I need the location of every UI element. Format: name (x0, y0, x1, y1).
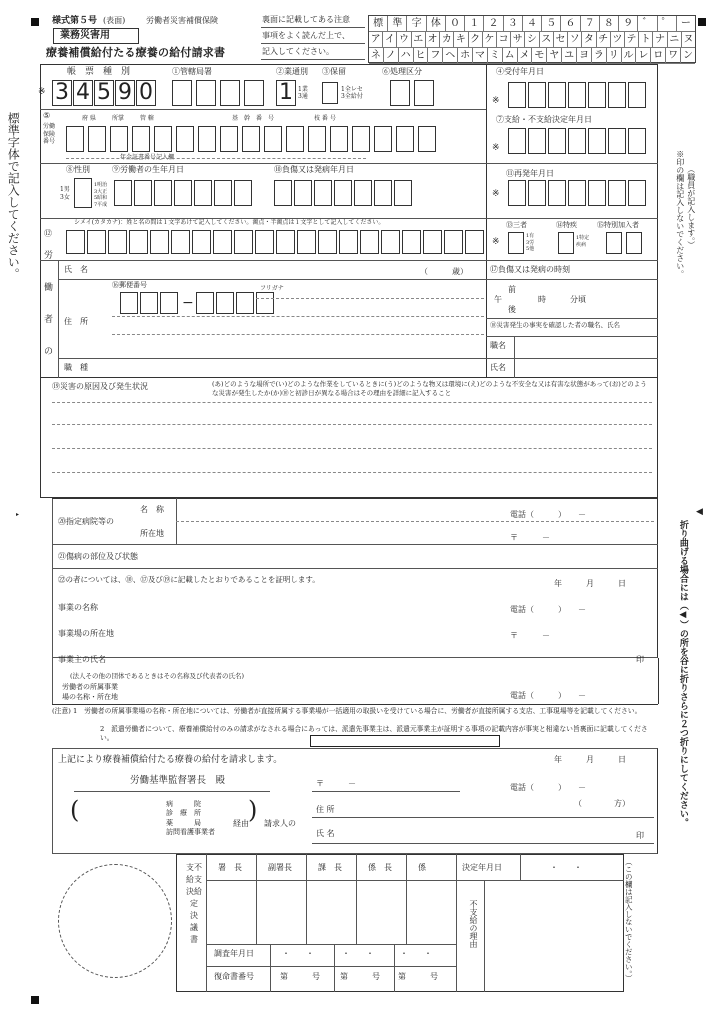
standard-char: ４ (523, 16, 542, 32)
label-injury-time: ⑰負傷又は発病の時刻 (490, 265, 570, 274)
left-side-note: 標準字体で記入してください。 (6, 112, 21, 280)
decision-date-dots[interactable]: ・ ・ (550, 863, 582, 872)
standard-char: ミ (488, 48, 503, 64)
standard-char: ス (540, 32, 554, 48)
standard-char: シ (525, 32, 539, 48)
kana-name-box[interactable] (108, 230, 127, 254)
process-box[interactable] (414, 80, 434, 106)
pm-label: 後 (508, 305, 516, 314)
type-options: 1業 3通 (298, 86, 308, 101)
jurisdiction-box[interactable] (220, 80, 240, 106)
label-hold: ③保留 (322, 67, 346, 76)
standard-char: サ (511, 32, 525, 48)
report-no-2[interactable]: 第 号 (340, 972, 380, 981)
standard-char: マ (473, 48, 488, 64)
standard-char: ７ (581, 16, 600, 32)
postal-box[interactable] (160, 292, 178, 314)
decision-date-box[interactable] (548, 128, 566, 154)
ledger-digit: 0 (139, 80, 153, 105)
insurance-number-box[interactable] (330, 126, 348, 152)
requester-address-label: 住 所 (316, 805, 335, 814)
report-no-1[interactable]: 第 号 (280, 972, 320, 981)
right-side-note: （職員が記入します。） (686, 165, 696, 249)
label-hospital-address: 所在地 (140, 529, 164, 538)
label-report-no: 復命書番号 (214, 972, 254, 981)
kana-name-box[interactable] (171, 230, 190, 254)
insurance-number-box[interactable] (352, 126, 370, 152)
decision-date-box[interactable] (588, 128, 606, 154)
received-date-box[interactable] (588, 82, 606, 108)
standard-char: ユ (562, 48, 577, 64)
standard-char: ヒ (414, 48, 429, 64)
label-owner-name: 事業主の氏名 (58, 655, 106, 664)
standard-char: リ (607, 48, 622, 64)
standard-char: ２ (484, 16, 503, 32)
label-sex: ⑧性別 (66, 165, 90, 174)
insurance-name: 労働者災害補償保険 (146, 16, 218, 25)
corporate-note: (法人その他の団体であるときはその名称及び代表者の氏名) (70, 672, 245, 680)
standard-char: セ (554, 32, 568, 48)
postal-box[interactable] (216, 292, 234, 314)
standard-char: 体 (427, 16, 446, 32)
requester-paren: （ 方） (574, 799, 630, 808)
label-decision-date2: 決定年月日 (462, 863, 502, 872)
standard-char: 準 (388, 16, 407, 32)
insurance-number-box[interactable] (264, 126, 282, 152)
injury-date-box[interactable] (314, 180, 332, 206)
standard-char: ニ (668, 32, 682, 48)
standard-char: ム (503, 48, 518, 64)
label-process: ⑥処理区分 (382, 67, 422, 76)
birthdate-box[interactable] (154, 180, 172, 206)
process-box[interactable] (390, 80, 410, 106)
staff-title: 係 長 (368, 863, 392, 872)
recurrence-date-box[interactable] (528, 180, 546, 206)
insurance-number-box[interactable] (308, 126, 326, 152)
birthdate-box[interactable] (214, 180, 232, 206)
standard-char: ホ (458, 48, 473, 64)
kana-name-box[interactable] (444, 230, 463, 254)
hold-options: 1全レセ 3全給付 (341, 86, 363, 101)
standard-char: ヘ (443, 48, 458, 64)
ledger-digit: 9 (118, 80, 132, 105)
ledger-type-label: 帳 票 種 別 (67, 67, 131, 77)
staff-title: 署 長 (218, 863, 242, 872)
label-job: 職 種 (64, 363, 88, 372)
decision-date-box[interactable] (628, 128, 646, 154)
standard-char: ー (677, 16, 695, 32)
requester-name-label: 氏 名 (316, 829, 335, 838)
label-belong2: 場の名称・所在地 (62, 693, 118, 701)
standard-char: ゜ (658, 16, 677, 32)
witness-job[interactable]: 職名 (490, 341, 506, 350)
standard-char: ク (469, 32, 483, 48)
standard-char: モ (532, 48, 547, 64)
label-decision-date: ⑦支給・不支給決定年月日 (496, 115, 592, 124)
owner-seal: 印 (636, 655, 644, 664)
hold-box[interactable] (322, 82, 338, 104)
ledger-digit: 5 (97, 80, 111, 105)
via-label: 経由 (233, 819, 249, 828)
standard-char: ル (622, 48, 637, 64)
registration-mark (31, 18, 39, 26)
injury-date-box[interactable] (354, 180, 372, 206)
postal-box[interactable] (140, 292, 158, 314)
standard-char: ヨ (577, 48, 592, 64)
witness-name[interactable]: 氏名 (490, 363, 506, 372)
report-no-3[interactable]: 第 号 (398, 972, 438, 981)
label-belong1: 労働者の所属事業 (62, 683, 118, 691)
label-special-disease: ⑭特疾 (556, 221, 577, 229)
postal-box[interactable] (256, 292, 274, 314)
standard-char: フ (428, 48, 443, 64)
standard-char: ソ (568, 32, 582, 48)
label-special-member: ⑮特別加入者 (597, 221, 639, 229)
non-payment-reason: 不支給の理由 (469, 900, 478, 948)
insurance-number-box[interactable] (132, 126, 150, 152)
insurance-number-box[interactable] (88, 126, 106, 152)
jurisdiction-box[interactable] (244, 80, 264, 106)
insurance-number-box[interactable] (396, 126, 414, 152)
received-date-box[interactable] (528, 82, 546, 108)
request-statement: 上記により療養補償給付たる療養の給付を請求します。 (58, 755, 283, 765)
label-third-party: ⑬三者 (506, 221, 527, 229)
label-name: 氏 名 (64, 265, 88, 274)
standard-char: ン (681, 48, 695, 64)
kana-name-box[interactable] (360, 230, 379, 254)
recurrence-date-box[interactable] (508, 180, 526, 206)
staff-title: 課 長 (318, 863, 342, 872)
insurance-number-label: 労働 保険 番号 (43, 123, 56, 145)
standard-char: ナ (653, 32, 667, 48)
requester-label: 請求人の (264, 819, 296, 828)
label-birthdate: ⑨労働者の生年月日 (112, 165, 184, 174)
form-title: 療養補償給付たる療養の給付請求書 (46, 46, 226, 59)
standard-char: ノ (384, 48, 399, 64)
kana-name-box[interactable] (192, 230, 211, 254)
furigana-label: フリガナ (260, 285, 284, 292)
standard-char: 字 (407, 16, 426, 32)
decision-side-label: 支不 給支 決給 定 決 議 書 (186, 863, 202, 944)
postal-box[interactable] (236, 292, 254, 314)
standard-char: エ (412, 32, 426, 48)
label-business-name: 事業の名称 (58, 603, 98, 612)
sex-options: 1男 3女 (60, 186, 70, 201)
standard-char: キ (454, 32, 468, 48)
registration-mark (31, 996, 39, 1004)
ledger-digit: 4 (76, 80, 90, 105)
label-address: 住 所 (64, 317, 88, 326)
label-designated-hospital: ⑳指定病院等の (58, 517, 114, 526)
standard-char: ア (369, 32, 383, 48)
recurrence-date-box[interactable] (568, 180, 586, 206)
kana-name-box[interactable] (297, 230, 316, 254)
requester-postal[interactable]: 〒 － (316, 779, 356, 788)
birthdate-box[interactable] (234, 180, 252, 206)
decision-date-box[interactable] (568, 128, 586, 154)
label-type: ②業通別 (276, 67, 308, 76)
standard-char: ラ (592, 48, 607, 64)
highlight-box (310, 735, 500, 747)
requester-seal: 印 (636, 831, 644, 840)
recurrence-date-box[interactable] (588, 180, 606, 206)
label-cause: ⑲災害の原因及び発生状況 (52, 382, 148, 391)
standard-char: ５ (542, 16, 561, 32)
certification-text: ㉒の者については、⑩、⑰及び⑲に記載したとおりであることを証明します。 (58, 575, 320, 584)
special-member-box[interactable] (626, 232, 642, 254)
kana-name-box[interactable] (255, 230, 274, 254)
insurance-number-box[interactable] (154, 126, 172, 152)
standard-char: ヤ (547, 48, 562, 64)
insurance-number-box[interactable] (110, 126, 128, 152)
certification-date[interactable]: 年 月 日 (554, 579, 626, 588)
caution-2: 2 派遣労働者について、療養補償給付のみの請求がなされる場合にあっては、派遣先事業主は、派遣元事業主が証明する事項の記載内容が事実と相違ない旨裏面に記載してください。 (100, 725, 648, 743)
insurance-number-box[interactable] (374, 126, 392, 152)
sex-box[interactable] (74, 178, 92, 208)
business-phone[interactable]: 電話（ ） － (510, 605, 586, 614)
recurrence-date-box[interactable] (608, 180, 626, 206)
kana-name-box[interactable] (234, 230, 253, 254)
birthdate-box[interactable] (174, 180, 192, 206)
injury-date-box[interactable] (334, 180, 352, 206)
hospital-type-list: 病 院 診 療 所 薬 局 訪問看護事業者 (166, 800, 215, 837)
note-line: 記入してください。 (262, 47, 334, 56)
fold-mark-left: ▸ (16, 511, 20, 518)
kana-name-box[interactable] (381, 230, 400, 254)
birthdate-box[interactable] (134, 180, 152, 206)
kana-name-box[interactable] (213, 230, 232, 254)
label-injury-part: ㉑傷病の部位及び状態 (58, 552, 138, 561)
standard-char: イ (383, 32, 397, 48)
kana-name-box[interactable] (87, 230, 106, 254)
kana-name-box[interactable] (129, 230, 148, 254)
injury-date-box[interactable] (274, 180, 292, 206)
request-date[interactable]: 年 月 日 (554, 755, 626, 764)
standard-char: １ (465, 16, 484, 32)
note-line: 裏面に記載してある注意 (262, 15, 350, 24)
business-postal[interactable]: 〒 － (510, 631, 550, 640)
bottom-note: （この欄は記入しないでください。） (624, 858, 634, 982)
standard-char: ８ (600, 16, 619, 32)
standard-char: ９ (619, 16, 638, 32)
form-number: 様式第５号 (52, 16, 98, 26)
cause-instructions: (あ)どのような場所で(い)どのような作業をしているときに(う)どのような物又は環境に(え)どのような不安全な又は有害な状態があって(お)どのような災害が発生したか(か)⑩と初診日が異なる場合はその理由を詳細に記入すること (212, 380, 647, 398)
staff-title: 副署長 (268, 863, 292, 872)
label-hospital-name: 名 称 (140, 505, 164, 514)
standard-char: ワ (666, 48, 681, 64)
receipt-stamp-circle (58, 864, 172, 978)
decision-date-box[interactable] (528, 128, 546, 154)
age-field[interactable]: （ 歳） (420, 267, 468, 276)
standard-char: ６ (561, 16, 580, 32)
received-date-box[interactable] (568, 82, 586, 108)
label-survey-date: 調査年月日 (214, 949, 254, 958)
birthdate-box[interactable] (194, 180, 212, 206)
kana-name-box[interactable] (276, 230, 295, 254)
standard-char: ０ (446, 16, 465, 32)
injury-date-box[interactable] (374, 180, 392, 206)
special-disease-box[interactable] (558, 232, 574, 254)
caution-1: (注意) 1 労働者の所属事業場の名称・所在地については、労働者が直接所属する事業場が一括適用の取扱いを受けている場合に、労働者が直接所属する支店、工事現場等を記載してください。 (52, 707, 642, 715)
jurisdiction-box[interactable] (196, 80, 216, 106)
insurance-number-box[interactable] (242, 126, 260, 152)
insurance-number-box[interactable] (418, 126, 436, 152)
kana-note: シメイ(カタカナ)：姓と名の間は１文字あけて記入してください。濁点・半濁点は１文字として記入してください。 (74, 219, 385, 226)
hospital-postal[interactable]: 〒 － (510, 533, 550, 542)
standard-char: 標 (369, 16, 388, 32)
kana-name-box[interactable] (465, 230, 484, 254)
business-accident-stamp: 業務災害用 (60, 30, 110, 41)
insurance-number-box[interactable] (66, 126, 84, 152)
standard-char: ヌ (682, 32, 695, 48)
standard-char: ハ (399, 48, 414, 64)
registration-mark (698, 18, 706, 26)
insurance-number-box[interactable] (198, 126, 216, 152)
recurrence-date-box[interactable] (628, 180, 646, 206)
injury-date-box[interactable] (394, 180, 412, 206)
time-field[interactable]: 時 分頃 (538, 295, 586, 304)
standard-char: ツ (611, 32, 625, 48)
received-date-box[interactable] (548, 82, 566, 108)
received-date-box[interactable] (628, 82, 646, 108)
standard-char: ロ (651, 48, 666, 64)
standard-char: ウ (397, 32, 411, 48)
kana-name-box[interactable] (150, 230, 169, 254)
standard-char: ゛ (638, 16, 657, 32)
requester-phone[interactable]: 電話（ ） － (510, 783, 586, 792)
jurisdiction-box[interactable] (172, 80, 192, 106)
standard-char: ネ (369, 48, 384, 64)
injury-date-box[interactable] (294, 180, 312, 206)
label-recurrence-date: ⑪再発年月日 (506, 169, 554, 178)
insurance-number-box[interactable] (286, 126, 304, 152)
label-witness: ⑱災害発生の事実を確認した者の職名、氏名 (490, 321, 620, 329)
postal-box[interactable] (120, 292, 138, 314)
standard-char: カ (440, 32, 454, 48)
insurance-number-box[interactable] (220, 126, 238, 152)
received-date-box[interactable] (608, 82, 626, 108)
kana-name-box[interactable] (66, 230, 85, 254)
standard-char: メ (518, 48, 533, 64)
label-business-address: 事業場の所在地 (58, 629, 114, 638)
insurance-number-box[interactable] (176, 126, 194, 152)
standard-char: レ (636, 48, 651, 64)
standard-char: ケ (483, 32, 497, 48)
standard-char: ト (639, 32, 653, 48)
label-injury-date: ⑩負傷又は発病年月日 (274, 165, 354, 174)
label-postal: ⑯郵便番号 (112, 281, 147, 289)
form-side: (表面) (103, 16, 126, 25)
standard-char: チ (597, 32, 611, 48)
staff-title: 係 (418, 863, 426, 872)
hospital-phone[interactable]: 電話（ ） － (510, 510, 586, 519)
standard-char: ３ (504, 16, 523, 32)
decision-date-box[interactable] (608, 128, 626, 154)
note-line: 事項をよく読んだ上で、 (262, 31, 350, 40)
standard-character-chart (368, 15, 696, 63)
recurrence-date-box[interactable] (548, 180, 566, 206)
kana-name-box[interactable] (423, 230, 442, 254)
kana-name-box[interactable] (402, 230, 421, 254)
special-member-box[interactable] (606, 232, 622, 254)
third-party-box[interactable] (508, 232, 524, 254)
received-date-box[interactable] (508, 82, 526, 108)
noon-label: 午 (494, 295, 502, 304)
kana-name-box[interactable] (339, 230, 358, 254)
standard-char: オ (426, 32, 440, 48)
director-address: 労働基準監督署長 殿 (130, 775, 226, 786)
pension-note: 年金証書番号記入欄 (120, 154, 175, 161)
kana-name-box[interactable] (318, 230, 337, 254)
decision-date-box[interactable] (508, 128, 526, 154)
label-jurisdiction: ①管轄局署 (172, 67, 212, 76)
belong-phone[interactable]: 電話（ ） － (510, 691, 586, 700)
birthdate-box[interactable] (114, 180, 132, 206)
fold-mark-right: ◀ (696, 507, 703, 517)
label-received-date: ④受付年月日 (496, 67, 544, 76)
fold-note: 折り曲げる場合には（◀）の所を谷に折りさらに２つ折りにしてください。 (677, 520, 688, 827)
postal-box[interactable] (196, 292, 214, 314)
right-side-note: ※印の欄は記入しないでください。 (675, 150, 685, 278)
ledger-digit: 3 (55, 80, 69, 105)
standard-char: コ (497, 32, 511, 48)
am-label: 前 (508, 285, 516, 294)
standard-char: テ (625, 32, 639, 48)
standard-char: タ (582, 32, 596, 48)
